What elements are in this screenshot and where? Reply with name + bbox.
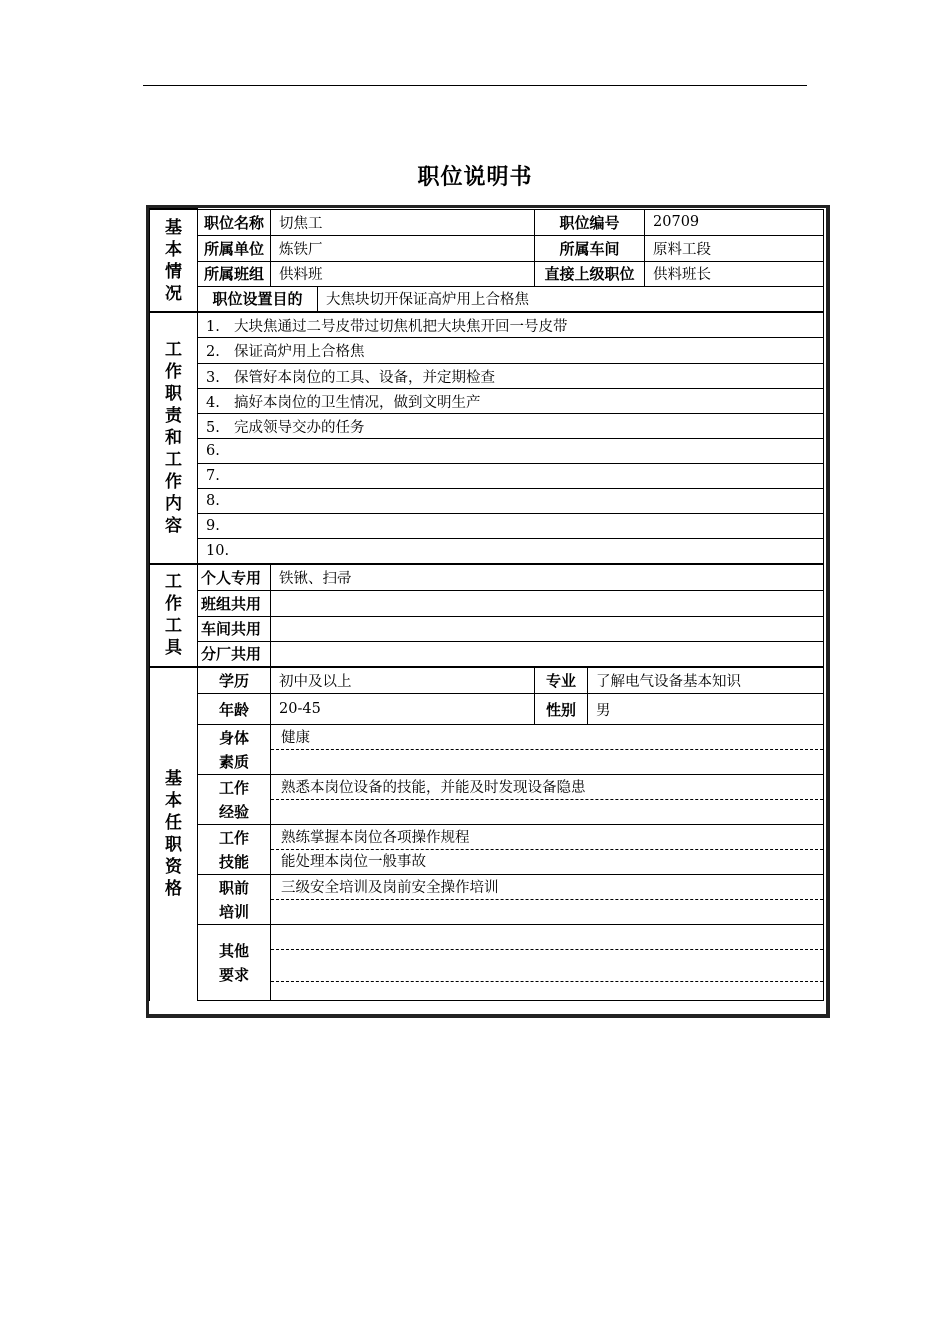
tool-value [271,641,824,667]
duty-item [198,414,824,439]
duty-item [198,338,824,364]
job-description-form [149,208,824,1001]
team-label: 所属班组 [198,261,271,286]
section-basic-info: 基本情况 [150,209,198,312]
purpose-value: 大焦块切开保证高炉用上合格焦 [318,286,824,312]
duty-number: 9. [206,518,220,534]
duty-number: 8. [206,493,220,509]
workshop-value: 原料工段 [645,235,824,261]
experience-line [271,800,823,824]
duty-text: 完成领导交办的任务 [234,419,365,436]
duty-text: 大块焦通过二号皮带过切焦机把大块焦开回一号皮带 [234,318,568,335]
experience-value [271,775,824,825]
team-value: 供料班 [271,261,535,286]
training-label: 职前培训 [198,875,271,925]
tool-label: 车间共用 [198,616,271,641]
major-label: 专业 [535,667,588,694]
duty-item [198,389,824,414]
position-name-value: 切焦工 [271,209,535,235]
duty-number: 10. [206,543,230,559]
duty-number: 1. [206,318,220,335]
duty-number: 2. [206,344,220,360]
skills-value [271,825,824,875]
skills-line: 熟练掌握本岗位各项操作规程 [271,826,823,850]
other-line [271,926,823,950]
training-value [271,875,824,925]
duty-number: 3. [206,369,220,386]
workshop-label: 所属车间 [535,235,645,261]
tool-value: 铁锹、扫帚 [271,564,824,590]
duty-text: 保证高炉用上合格焦 [234,344,365,360]
physical-line: 健康 [271,726,823,750]
section-tools: 工作工具 [150,564,198,667]
age-value: 20-45 [271,694,535,725]
education-label: 学历 [198,667,271,694]
section-duties: 工作职责和工作内容 [150,312,198,564]
other-line [271,982,823,1000]
position-name-label: 职位名称 [198,209,271,235]
supervisor-label: 直接上级职位 [535,261,645,286]
gender-label: 性别 [535,694,588,725]
training-line: 三级安全培训及岗前安全操作培训 [271,876,823,900]
duty-item [198,514,824,539]
other-value [271,925,824,1001]
skills-line: 能处理本岗位一般事故 [281,853,426,870]
tool-label: 个人专用 [198,564,271,590]
physical-line [271,750,823,774]
duty-text: 保管好本岗位的工具、设备，并定期检查 [234,369,495,386]
experience-label: 工作经验 [198,775,271,825]
other-label: 其他要求 [198,925,271,1001]
duty-text: 搞好本岗位的卫生情况，做到文明生产 [234,394,481,411]
duty-item [198,489,824,514]
tool-label: 班组共用 [198,590,271,616]
duty-item [198,439,824,464]
document-title: 职位说明书 [417,165,533,190]
purpose-label: 职位设置目的 [198,286,318,312]
training-line [271,900,823,924]
gender-value: 男 [588,694,824,725]
experience-line: 熟悉本岗位设备的技能，并能及时发现设备隐患 [271,776,823,800]
duty-item [198,539,824,565]
duty-item [198,312,824,338]
physical-value [271,725,824,775]
skills-label: 工作技能 [198,825,271,875]
duty-number: 7. [206,468,220,484]
duty-number: 4. [206,394,220,411]
other-line [271,950,823,982]
duty-number: 6. [206,443,220,459]
duty-item [198,364,824,389]
position-code-value: 20709 [645,209,824,235]
duty-item [198,464,824,489]
supervisor-value: 供料班长 [645,261,824,286]
duty-number: 5. [206,419,220,436]
section-qualifications: 基本任职资格 [150,667,198,1001]
physical-label: 身体素质 [198,725,271,775]
age-label: 年龄 [198,694,271,725]
position-code-label: 职位编号 [535,209,645,235]
tool-label: 分厂共用 [198,641,271,667]
tool-value [271,590,824,616]
unit-value: 炼铁厂 [271,235,535,261]
education-value: 初中及以上 [271,667,535,694]
tool-value [271,616,824,641]
header-rule [143,85,807,86]
major-value: 了解电气设备基本知识 [588,667,824,694]
unit-label: 所属单位 [198,235,271,261]
